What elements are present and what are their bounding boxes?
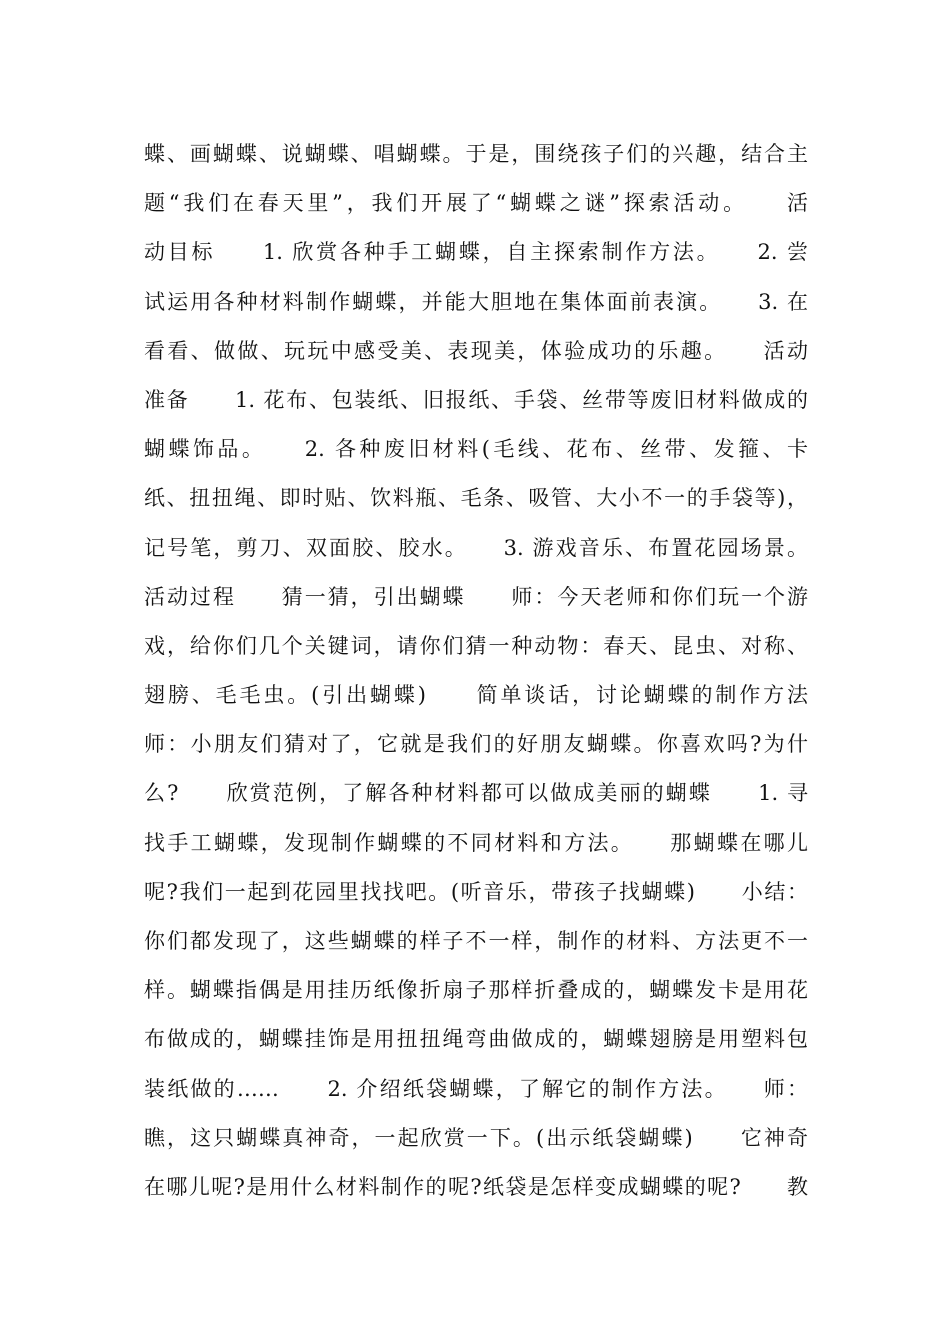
text-line: 戏，给你们几个关键词，请你们猜一种动物：春天、昆虫、对称、 bbox=[144, 633, 808, 658]
text-line: 么? 欣赏范例，了解各种材料都可以做成美丽的蝴蝶 1. 寻 bbox=[144, 781, 808, 806]
text-line: 翅膀、毛毛虫。(引出蝴蝶) 简单谈话，讨论蝴蝶的制作方法 bbox=[144, 683, 808, 708]
text-line: 活动过程 猜一猜，引出蝴蝶 师：今天老师和你们玩一个游 bbox=[144, 584, 808, 609]
text-line: 你们都发现了，这些蝴蝶的样子不一样，制作的材料、方法更不一 bbox=[144, 929, 808, 953]
text-line: 呢?我们一起到花园里找找吧。(听音乐，带孩子找蝴蝶) 小结： bbox=[144, 879, 808, 904]
text-line: 看看、做做、玩玩中感受美、表现美，体验成功的乐趣。 活动 bbox=[144, 338, 808, 363]
text-line: 准备 1. 花布、包装纸、旧报纸、手袋、丝带等废旧材料做成的 bbox=[144, 387, 808, 412]
text-line: 装纸做的…… 2. 介绍纸袋蝴蝶，了解它的制作方法。 师： bbox=[144, 1076, 808, 1101]
text-line: 试运用各种材料制作蝴蝶，并能大胆地在集体面前表演。 3. 在 bbox=[144, 289, 808, 314]
text-line: 瞧，这只蝴蝶真神奇，一起欣赏一下。(出示纸袋蝴蝶) 它神奇 bbox=[144, 1125, 808, 1150]
text-line: 蝴蝶饰品。 2. 各种废旧材料(毛线、花布、丝带、发箍、卡 bbox=[144, 437, 808, 462]
text-line: 布做成的，蝴蝶挂饰是用扭扭绳弯曲做成的，蝴蝶翅膀是用塑料包 bbox=[144, 1027, 808, 1052]
text-line: 师：小朋友们猜对了，它就是我们的好朋友蝴蝶。你喜欢吗?为什 bbox=[144, 732, 808, 757]
text-line: 纸、扭扭绳、即时贴、饮料瓶、毛条、吸管、大小不一的手袋等)， bbox=[144, 486, 808, 511]
text-line: 记号笔，剪刀、双面胶、胶水。 3. 游戏音乐、布置花园场景。 bbox=[144, 535, 808, 560]
text-line: 动目标 1. 欣赏各种手工蝴蝶，自主探索制作方法。 2. 尝 bbox=[144, 240, 808, 265]
text-line: 题“我们在春天里”，我们开展了“蝴蝶之谜”探索活动。 活 bbox=[144, 191, 808, 216]
text-line: 蝶、画蝴蝶、说蝴蝶、唱蝴蝶。于是，围绕孩子们的兴趣，结合主 bbox=[144, 142, 808, 166]
text-line: 在哪儿呢?是用什么材料制作的呢?纸袋是怎样变成蝴蝶的呢? 教 bbox=[144, 1174, 808, 1199]
body-text bbox=[144, 130, 808, 1212]
text-line: 找手工蝴蝶，发现制作蝴蝶的不同材料和方法。 那蝴蝶在哪儿 bbox=[144, 830, 808, 855]
text-line: 样。蝴蝶指偶是用挂历纸像折扇子那样折叠成的，蝴蝶发卡是用花 bbox=[144, 978, 808, 1003]
